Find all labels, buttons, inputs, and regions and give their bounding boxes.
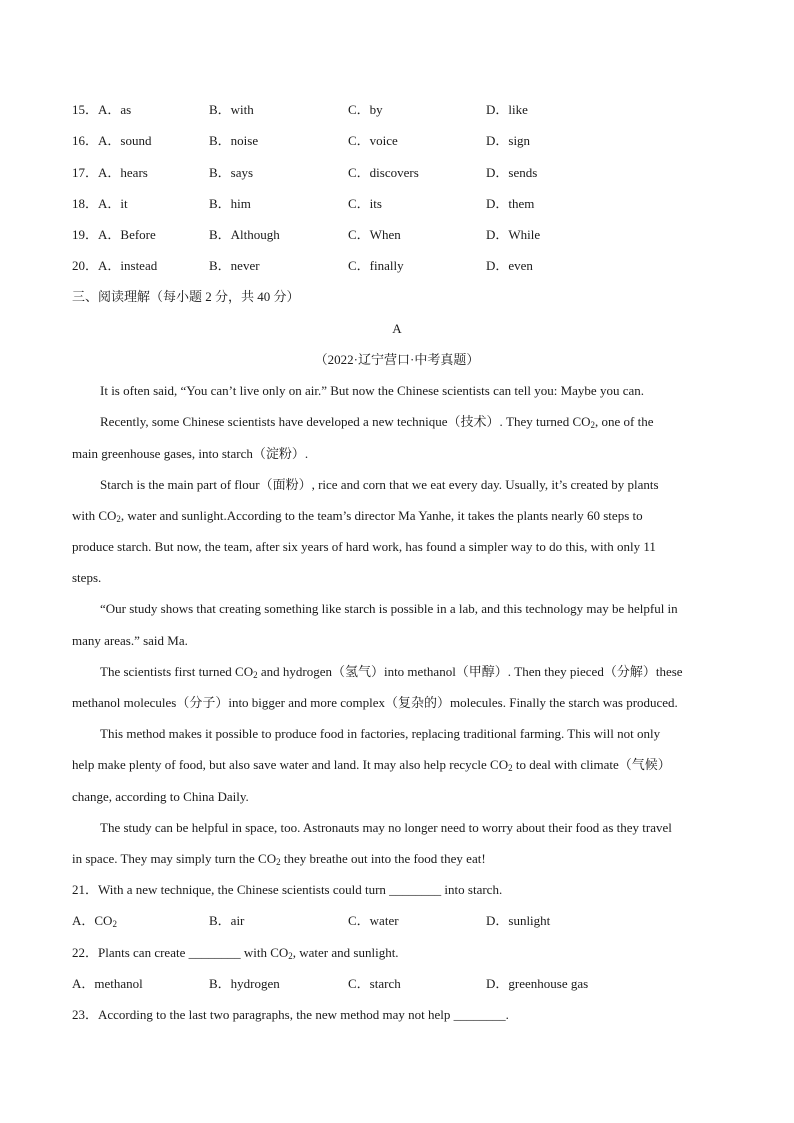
passage-paragraph-7: The study can be helpful in space, too. Astronauts may no longer need to worry about their food as they travel [100, 820, 672, 835]
option-b: B．noise [209, 133, 259, 148]
option-b: B．air [209, 913, 245, 928]
passage-line: change, according to China Daily. [72, 789, 249, 804]
passage-paragraph-6: This method makes it possible to produce food in factories, replacing traditional farming. This will not only [100, 726, 661, 741]
passage-line: main greenhouse gases, into starch（淀粉）. [72, 446, 309, 461]
option-c: C．by [348, 102, 383, 117]
passage-label: A [392, 321, 402, 336]
passage-source: （2022·辽宁营口·中考真题） [314, 352, 480, 367]
option-c: C．When [348, 227, 401, 242]
option-d: D．sign [486, 133, 531, 148]
option-d: D．them [486, 196, 535, 211]
option-d: D．like [486, 102, 528, 117]
option-row-18 [0, 193, 794, 215]
passage-line: many areas.” said Ma. [72, 633, 188, 648]
option-c: C．finally [348, 258, 404, 273]
option-b: B．with [209, 102, 254, 117]
option-d: D．greenhouse gas [486, 976, 589, 991]
option-d: D．sends [486, 165, 538, 180]
question-23: 23．According to the last two paragraphs, the new method may not help ________. [72, 1007, 509, 1022]
option-b: B．says [209, 165, 254, 180]
option-b: B．never [209, 258, 260, 273]
passage-paragraph-3: Starch is the main part of flour（面粉）, rice and corn that we eat every day. Usually, it’s created by plants [100, 477, 659, 492]
question-22-options [0, 973, 794, 995]
option-c: C．discovers [348, 165, 419, 180]
option-row-15 [0, 99, 794, 121]
option-a: 18．A．it [72, 196, 128, 211]
passage-paragraph-2: Recently, some Chinese scientists have developed a new technique（技术）. They turned $CO_2$, one of the [100, 414, 654, 430]
option-row-20 [0, 255, 794, 277]
option-a: A．methanol [72, 976, 143, 991]
option-a: A．$CO_2$ [72, 913, 117, 929]
passage-line: help make plenty of food, but also save water and land. It may also help recycle $CO_2$ to deal with climate（气候） [72, 757, 671, 773]
option-a: 15．A．as [72, 102, 132, 117]
passage-line: methanol molecules（分子）into bigger and more complex（复杂的）molecules. Finally the starch was produced. [72, 695, 678, 710]
passage-line: with $CO_2$, water and sunlight.According to the team’s director Ma Yanhe, it takes the plants nearly 60 steps to [72, 508, 643, 524]
option-c: C．voice [348, 133, 398, 148]
question-21: 21．With a new technique, the Chinese scientists could turn ________ into starch. [72, 882, 503, 897]
option-d: D．sunlight [486, 913, 551, 928]
option-c: C．starch [348, 976, 401, 991]
option-a: 17．A．hears [72, 165, 148, 180]
question-21-options [0, 910, 794, 932]
question-22: 22．Plants can create ________ with $CO_2$, water and sunlight. [72, 945, 399, 961]
passage-paragraph-1: It is often said, “You can’t live only on air.” But now the Chinese scientists can tell you: Maybe you can. [100, 383, 644, 398]
option-d: D．While [486, 227, 541, 242]
option-a: 20．A．instead [72, 258, 158, 273]
option-a: 19．A．Before [72, 227, 156, 242]
option-b: B．hydrogen [209, 976, 280, 991]
option-row-19 [0, 224, 794, 246]
passage-line: in space. They may simply turn the $CO_2$ they breathe out into the food they eat! [72, 851, 486, 867]
passage-paragraph-5: The scientists first turned $CO_2$ and hydrogen（氢气）into methanol（甲醇）. Then they pieced（分解）these [100, 664, 683, 680]
passage-paragraph-4: “Our study shows that creating something like starch is possible in a lab, and this technology may be helpful in [100, 601, 678, 616]
option-b: B．him [209, 196, 251, 211]
option-a: 16．A．sound [72, 133, 152, 148]
option-c: C．its [348, 196, 382, 211]
section-title: 三、阅读理解（每小题 2 分，共 40 分） [72, 289, 300, 304]
passage-line: steps. [72, 570, 102, 585]
option-d: D．even [486, 258, 533, 273]
option-c: C．water [348, 913, 399, 928]
passage-line: produce starch. But now, the team, after six years of hard work, has found a simpler way to do this, with only 11 [72, 539, 656, 554]
option-row-16 [0, 130, 794, 152]
option-row-17 [0, 162, 794, 184]
option-b: B．Although [209, 227, 280, 242]
